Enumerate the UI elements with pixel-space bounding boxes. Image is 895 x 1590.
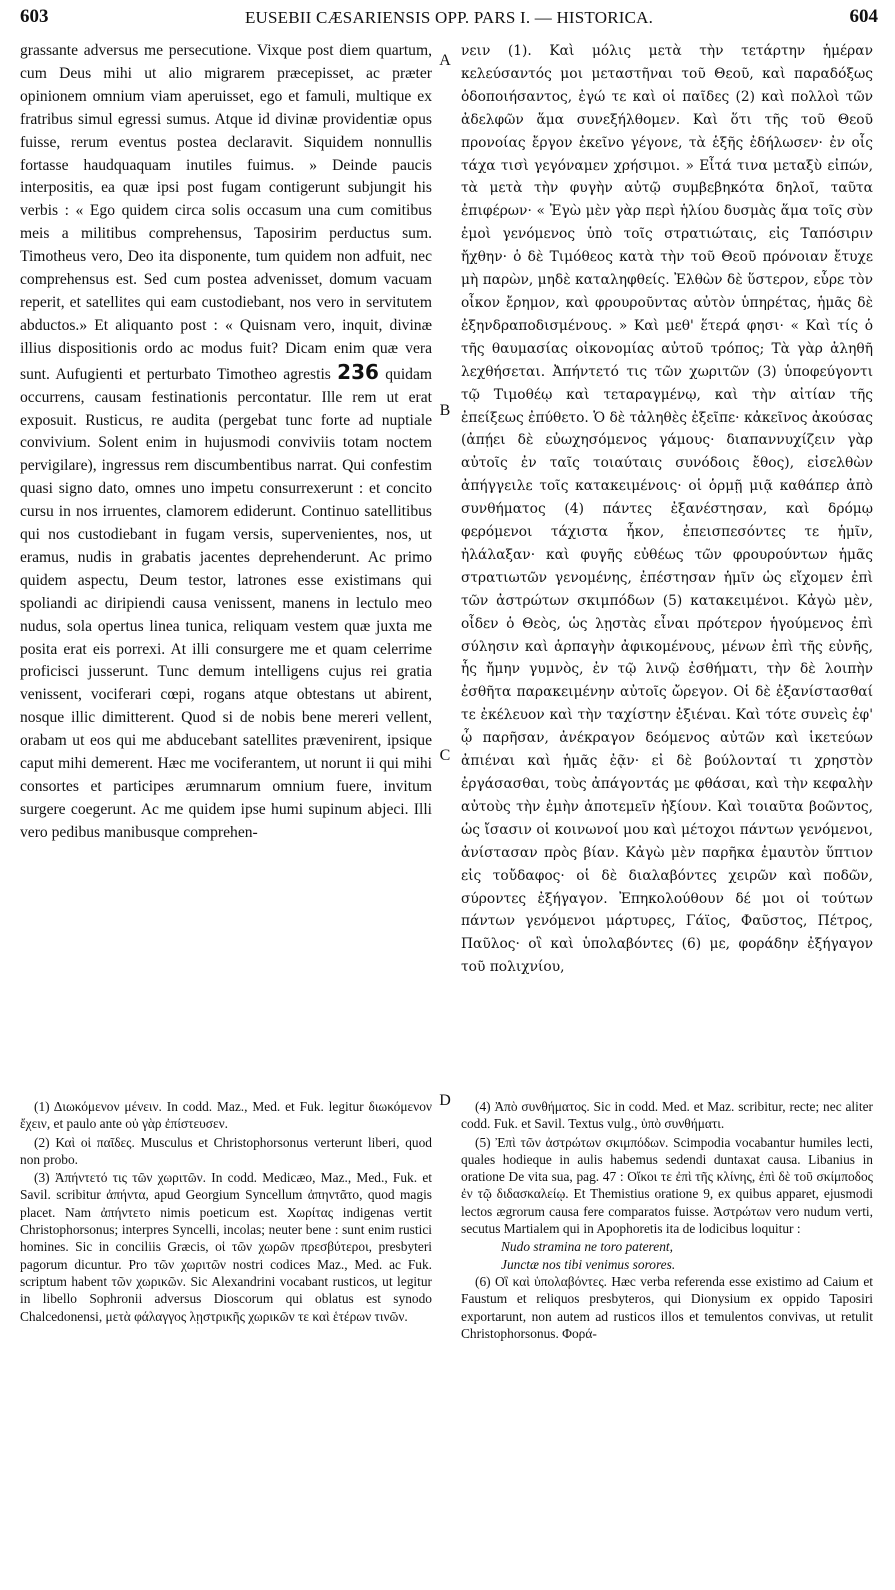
margin-marker-b: B — [439, 402, 451, 419]
page-number-left: 603 — [20, 6, 49, 27]
footnote-4: (4) Ἀπὸ συνθήματος. Sic in codd. Med. et Maz. scribitur, recte; nec aliter codd. Fuk. et Savil. Textus vulg., ὑπὸ συνθήματι. — [461, 1099, 873, 1132]
latin-column — [20, 40, 432, 1085]
footnote-5: (5) Ἐπὶ τῶν ἀστρώτων σκιμπόδων. Scimpodia vocabantur humiles lecti, quales hodieque in aulis habemus sedendi duntaxat causa. Libanius in oratione De vita sua, pag. 47 : Οἴκοι τε ἐπὶ τῆς κλίνης, ἐπὶ δὲ τοῦ σκίμποδος ἐν τῷ διδασκαλείῳ. Et Themistius oratione 9, ex quibus apparet, ejusmodi lectos ægrorum causa fere comparatos fuisse. Ἀστρώτων vero nudum verti, secutus Martialem qui in Apophoretis ita de lodicibus loquitur : — [461, 1134, 873, 1237]
verse-line-2: Junctæ nos tibi venimus sorores. — [501, 1256, 676, 1272]
latin-paragraph — [20, 40, 432, 845]
greek-paragraph: νειν (1). Καὶ μόλις μετὰ τὴν τετάρτην ἡμέραν κελεύσαντός μοι μεταστῆναι τοῦ Θεοῦ, καὶ παραδόξως ὁδοποιήσαντος, ἐγώ τε καὶ οἱ παῖδες (2) καὶ πολλοὶ τῶν ἀδελφῶν ἅμα συνεξήλθομεν. Καὶ ὅτι τῆς τοῦ Θεοῦ προνοίας ἔργον ἐκεῖνο γέγονε, τὰ ἑξῆς ἐδήλωσεν· ἐν οἷς τάχα τισὶ γεγόναμεν χρήσιμοι. » Εἶτά τινα μεταξὺ εἰπών, τὰ μετὰ τὴν φυγὴν αὐτῷ συμβεβηκότα δηλοῖ, ταῦτα ἐπιφέρων· « Ἐγὼ μὲν γὰρ περὶ ἡλίου δυσμὰς ἅμα τοῖς σὺν ἐμοὶ γενόμενος ὑπὸ τοῖς στρατιώταις, εἰς Ταπόσιριν ἤχθην· ὁ δὲ Τιμόθεος κατὰ τὴν τοῦ Θεοῦ πρόνοιαν ἔτυχε μὴ παρὼν, μηδὲ καταληφθείς. Ἐλθὼν δὲ ὕστερον, εὗρε τὸν οἶκον ἔρημον, καὶ φρουροῦντας αὐτὸν ὑπηρέτας, ἡμᾶς δὲ ἐξηνδραποδισμένους. » Καὶ μεθ' ἕτερά φησι· « Καὶ τίς ὁ τῆς θαυμασίας οἰκονομίας αὐτοῦ τρόπος; Τὰ γὰρ ἀληθῆ λεχθήσεται. Ἀπήντετό τις τῶν χωριτῶν (3) ὑποφεύγοντι τῷ Τιμοθέῳ καὶ τεταραγμένῳ, καὶ τὴν αἰτίαν τῆς ἐπείξεως ἐπύθετο. Ὁ δὲ τἀληθὲς ἐξεῖπε· κἀκεῖνος ἀκούσας (ἀπῄει δὲ εὐωχησόμενος γάμους· διαπαννυχίζειν γὰρ αὐτοῖς ἐν ταῖς τοιαύταις συνόδοις ἔθος), εἰσελθὼν ἀπήγγειλε τοῖς κατακειμένοις· οἱ ὁρμῇ μιᾷ καθάπερ ἀπὸ συνθήματος (4) πάντες ἐξανέστησαν, καὶ δρόμῳ φερόμενοι τάχιστα ἧκον, ἐπεισπεσόντες τε ἡμῖν, ἠλάλαξαν· καὶ φυγῆς εὐθέως τῶν φρουρούντων ἡμᾶς στρατιωτῶν γενομένης, ἐπέστησαν ἡμῖν ὡς εἴχομεν ἐπὶ τῶν ἀστρώτων σκιμπόδων (5) κατακειμένοι. Κἀγὼ μὲν, οἶδεν ὁ Θεὸς, ὡς λῃστὰς εἶναι πρότερον ἡγούμενος ἐπὶ σύλησιν καὶ ἁρπαγὴν ἀφικομένους, μένων ἐπὶ τῆς εὐνῆς, ἧς ἤμην γυμνὸς, ἐν τῷ λινῷ ἐσθήματι, τὴν δὲ λοιπὴν ἐσθῆτα παρακειμένην αὐτοῖς ὤρεγον. Οἱ δὲ ἐξανίστασθαί τε ἐκέλευον καὶ τὴν ταχίστην ἐξιέναι. Καὶ τότε συνεὶς ἐφ' ᾧ παρῆσαν, ἀνέκραγον δεόμενος αὐτῶν καὶ ἱκετεύων ἀπιέναι καὶ ἡμᾶς ἐᾷν· εἰ δὲ βούλονταί τι χρηστὸν ἐργάσασθαι, τοὺς ἀπάγοντάς με φθάσαι, καὶ τὴν κεφαλὴν αὐτοὺς τὴν ἐμὴν ἀποτεμεῖν ἠξίουν. Καὶ τοιαῦτα βοῶντος, ὡς ἴσασιν οἱ κοινωνοί μου καὶ μέτοχοι πάντων γενόμενοι, ἀνίστασαν πρὸς βίαν. Κἀγὼ μὲν παρῆκα ἐμαυτὸν ὕπτιον εἰς τοὔδαφος· οἱ δὲ διαλαβόντες χειρῶν καὶ ποδῶν, σύροντες ἐξήγαγον. Ἐπηκολούθουν δέ μοι οἱ τούτων πάντων γενόμενοι μάρτυρες, Γάϊος, Φαῦστος, Πέτρος, Παῦλος· οἳ καὶ ὑπολαβόντες (6) με, φοράδην ἐξήγαγον τοῦ πολιχνίου, — [461, 43, 873, 976]
greek-column — [461, 40, 873, 1085]
footnote-2: (2) Καὶ οἱ παῖδες. Musculus et Christophorsonus verterunt liberi, quod non probo. — [20, 1134, 432, 1167]
running-title: EUSEBII CÆSARIENSIS OPP. PARS I. — HISTORICA. — [244, 8, 654, 27]
footnote-1: (1) Διωκόμενον μένειν. In codd. Maz., Med. et Fuk. legitur διωκόμενον ἔχειν, et paulo ante οὐ γὰρ ἐπίστευσεν. — [20, 1099, 432, 1132]
column-number: 236 — [337, 359, 379, 384]
footnotes-left — [20, 1098, 432, 1586]
verse-line-1: Nudo stramina ne toro paterent, — [501, 1239, 673, 1255]
footnotes-right — [461, 1098, 873, 1586]
latin-text-part-1: grassante adversus me persecutione. Vixque post diem quartum, cum Deus mihi ut alio migrarem præcepisset, ac præter opinionem omnium viam aperuisset, ego et famuli, multique ex fratribus simul egressi sumus. Atque id divinæ providentiæ opus fuisse, rerum eventus postea declaravit. Siquidem nonnullis fortasse haudquaquam inutiles fuimus. » Deinde paucis interpositis, ea quæ ipsi post fugam contigerunt subjungit his verbis : « Ego quidem circa solis occasum una cum comitibus meis a militibus comprehensus, Taposirim perductus sum. Timotheus vero, Deo ita disponente, tum quidem non adfuit, nec comprehensus est. Sed cum postea advenisset, domum vacuam reperit, et satellites qui eam custodiebant, nos vero in servitutem abductos.» Et aliquanto post : « Quisnam vero, inquit, divinæ illius dispositionis ordo ac modus fuit? Dicam enim quæ vera sunt. Aufugienti et perturbato Timotheo agrestis — [20, 42, 432, 383]
page-number-right: 604 — [849, 6, 878, 27]
footnote-3: (3) Ἀπήντετό τις τῶν χωριτῶν. In codd. Medicæo, Maz., Med., Fuk. et Savil. scribitur ἀπήντα, apud Georgium Syncellum ἀπηντᾶτο, quod magis placet. Nam ἀπήντετο nimis poeticum est. Χωρίτας indigenas vertit Christophorsonus; interpres Syncelli, incolas; neuter bene : sunt enim rustici homines. Sic in conciliis Græcis, οἱ τῶν χωρῶν πρεσβύτεροι, presbyteri pagorum dicuntur. Pro τῶν χωριτῶν nostri codices Maz., Med. ac Fuk. scriptum habent τῶν χωρικῶν. Sic Alexandrini vocabant rusticos, ut legitur in libello Sophronii adversus Dioscorum qui oblatus est synodo Chalcedonensi, μετὰ φάλαγγος λῃστρικῆς χωρικῶν τε καὶ ἑτέρων τινῶν. — [20, 1170, 432, 1324]
latin-text-part-2: quidam occurrens, causam festinationis percontatur. Ille rem ut erat exposuit. Rusticus, re audita (pergebat tunc forte ad nuptiale convivium. Solent enim in hujusmodi conviviis totam noctem pervigilare), ingressus rem discumbentibus narrat. Qui confestim quasi signo dato, omnes uno impetu consurrexerunt : et concito cursu in nos irruentes, clamorem ediderunt. Continuo satellitibus qui nos custodiebant in fugam versis, supervenientes, nos, ut eramus, nudis in grabatis jacentes deprehenderunt. Ac primo quidem aspectu, Deum testor, latrones esse existimans qui spoliandi ac diripiendi causa venissent, manens in lectulo meo nudus, sola opertus linea tunica, reliquam vestem quæ juxta me posita erat eis porrexi. At illi consurgere me et quam celerrime proficisci jusserunt. Tunc demum intelligens cujus rei gratia venissent, vociferari cœpi, rogans atque obtestans ut abirent, nosque illic dimitterent. Quod si de nobis bene mereri vellent, orabam ut eos qui me abducebant satellites prævenirent, ipsique caput mihi demerent. Hæc me vociferantem, ut norunt ii qui mihi consortes et participes ærumnarum omnium fuere, invitum surgere coegerunt. Ac me quidem ipse humi supinum abjeci. Illi vero pedibus manibusque comprehen- — [20, 365, 432, 841]
margin-marker-c: C — [439, 747, 451, 764]
footnote-6: (6) Οἳ καὶ ὑπολαβόντες. Hæc verba referenda esse existimo ad Caium et Faustum et reliquos presbyteros, qui Dionysium ex oppido Taposiri exportarunt, non autem ad rusticos illos et temulentos convivas, ut retulit Christophorsonus. Φορά- — [461, 1273, 873, 1341]
page-header — [20, 6, 878, 36]
margin-marker-a: A — [439, 52, 451, 69]
margin-marker-d: D — [439, 1092, 451, 1109]
